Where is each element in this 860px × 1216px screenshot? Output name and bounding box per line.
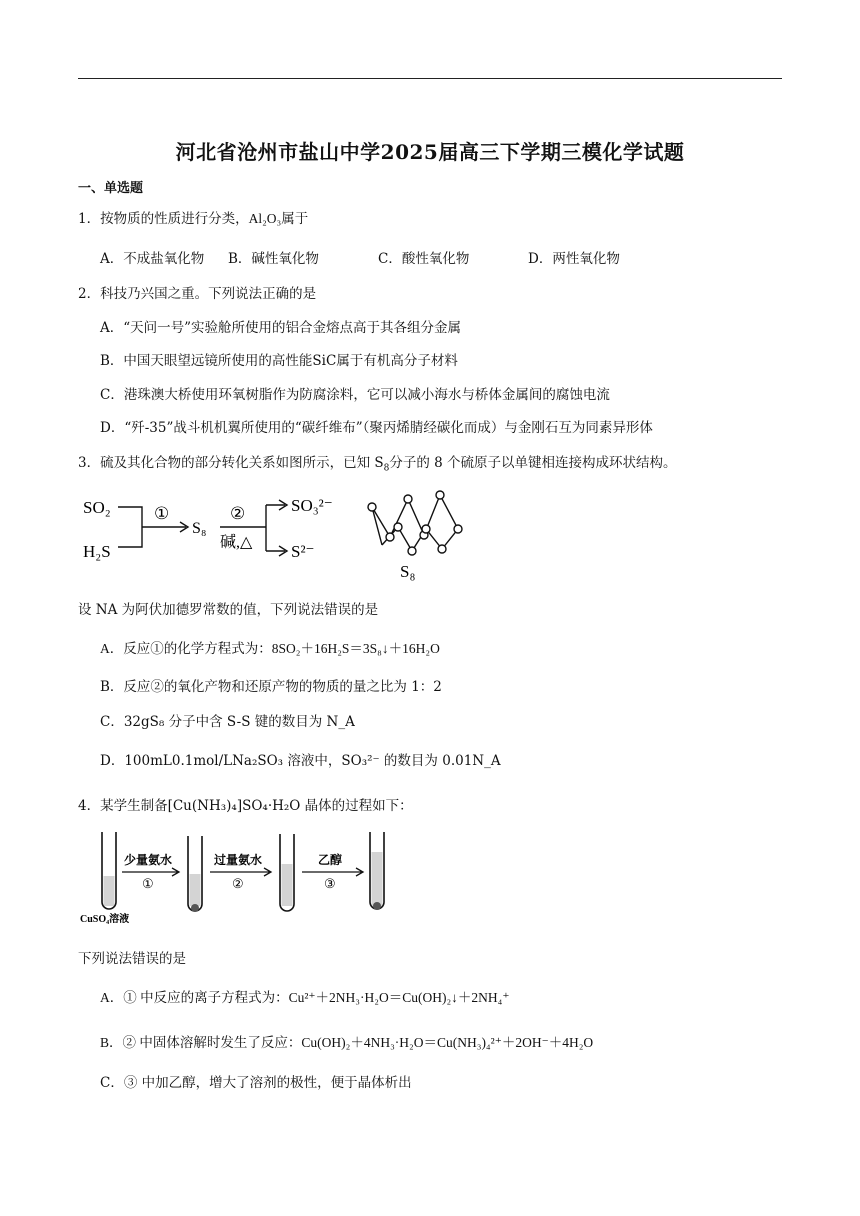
- question-4-intro: 下列说法错误的是: [78, 951, 186, 967]
- q1-option-a[interactable]: A．不成盐氧化物: [100, 251, 205, 267]
- q3-option-b[interactable]: B．反应②的氧化产物和还原产物的物质的量之比为 1：2: [100, 679, 442, 695]
- arrow-3-step: ③: [324, 876, 336, 891]
- so2-label: SO₂: [83, 498, 111, 517]
- q3-option-c[interactable]: C．32gS₈ 分子中含 S-S 键的数目为 N_A: [100, 714, 355, 730]
- q1-option-d[interactable]: D．两性氧化物: [528, 251, 620, 267]
- s8-ring-label: S₈: [400, 562, 416, 581]
- step-1-label: ①: [154, 504, 170, 523]
- question-1-stem: 1．按物质的性质进行分类，Al₂O₃属于: [78, 211, 309, 227]
- arrow-1-step: ①: [142, 876, 154, 891]
- q4-option-a[interactable]: A．① 中反应的离子方程式为：Cu²⁺＋2NH₃·H₂O＝Cu(OH)₂↓＋2NH₄⁺: [100, 990, 510, 1005]
- al2o3-formula: Al₂O₃: [248, 211, 282, 226]
- sulfur-conversion-diagram: [80, 485, 480, 585]
- question-2-stem: 2．科技乃兴国之重。下列说法正确的是: [78, 286, 317, 302]
- header-rule: [78, 78, 782, 79]
- sulfide-label: S²⁻: [291, 542, 315, 561]
- q3-option-d[interactable]: D．100mL0.1mol/LNa₂SO₃ 溶液中，SO₃²⁻ 的数目为 0.01N_A: [100, 753, 501, 769]
- question-3-stem: 3．硫及其化合物的部分转化关系如图所示，已知 $S_8$分子的 8 个硫原子以单键相连接构成环状结构。: [78, 455, 677, 474]
- arrow-2-reagent: 过量氨水: [214, 853, 263, 867]
- q2-option-a[interactable]: A．“天问一号”实验舱所使用的铝合金熔点高于其各组分金属: [100, 320, 462, 336]
- q2-option-b[interactable]: B．中国天眼望远镜所使用的高性能SiC属于有机高分子材料: [100, 353, 458, 369]
- sulfite-label: SO₃²⁻: [291, 496, 333, 515]
- s8-ring-structure: [368, 491, 462, 555]
- condition-label: 碱,△: [220, 534, 253, 551]
- s8-product-label: S₈: [192, 520, 207, 537]
- question-4-stem: 4．某学生制备[Cu(NH₃)₄]SO₄·H₂O 晶体的过程如下：: [78, 798, 413, 814]
- q4-option-b[interactable]: B．② 中固体溶解时发生了反应：Cu(OH)₂＋4NH₃·H₂O＝Cu(NH₃)₄²⁺＋2OH⁻＋4H₂O: [100, 1035, 594, 1050]
- crystal-preparation-diagram: [80, 826, 410, 926]
- q1-option-c[interactable]: C．酸性氧化物: [378, 251, 470, 267]
- step-2-label: ②: [230, 504, 246, 523]
- question-1-options: [100, 247, 620, 267]
- section-heading: 一、单选题: [78, 181, 144, 196]
- arrow-2-step: ②: [232, 876, 244, 891]
- arrow-3-reagent: 乙醇: [318, 853, 343, 867]
- q3-option-a[interactable]: A．反应①的化学方程式为：8SO₂＋16H₂S＝3S₈↓＋16H₂O: [100, 641, 440, 656]
- q1-option-b[interactable]: B．碱性氧化物: [228, 251, 319, 267]
- q2-option-d[interactable]: D．“歼-35”战斗机机翼所使用的“碳纤维布”（聚丙烯腈经碳化而成）与金刚石互为同素异形体: [100, 420, 653, 436]
- cuso4-tube-label: CuSO₄溶液: [80, 914, 130, 925]
- q2-option-c[interactable]: C．港珠澳大桥使用环氧树脂作为防腐涂料，它可以减小海水与桥体金属间的腐蚀电流: [100, 387, 610, 403]
- h2s-label: H₂S: [83, 542, 111, 561]
- q4-option-c[interactable]: C．③ 中加乙醇，增大了溶剂的极性，便于晶体析出: [100, 1075, 412, 1091]
- page-title: 河北省沧州市盐山中学2025届高三下学期三模化学试题: [175, 140, 685, 164]
- arrow-1-reagent: 少量氨水: [124, 853, 173, 867]
- question-3-intro: 设 NA 为阿伏加德罗常数的值，下列说法错误的是: [78, 602, 379, 618]
